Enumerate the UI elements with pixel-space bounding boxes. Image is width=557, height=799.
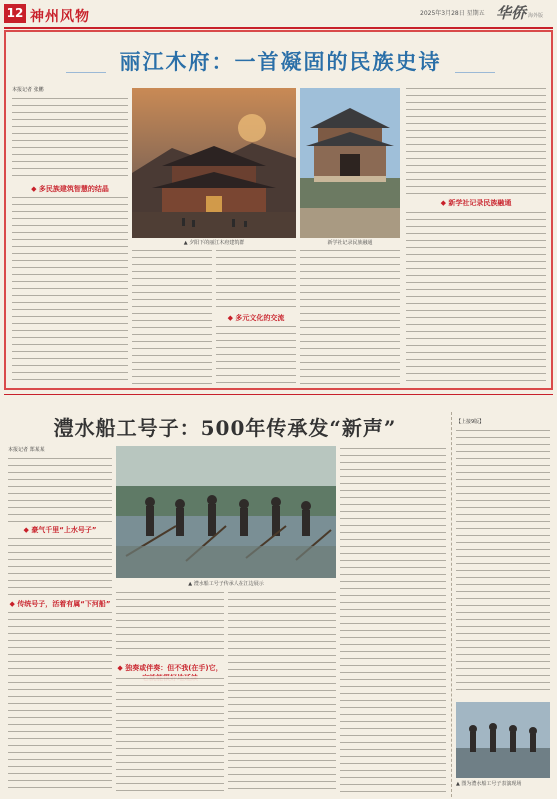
article2-photo-caption: ▲ 澧水船工号子传承人在江边展示 xyxy=(188,581,264,587)
article2-body-col1c xyxy=(8,610,112,792)
column-name: 神州风物 xyxy=(30,9,90,25)
page-header xyxy=(0,0,557,26)
continuation-body xyxy=(456,428,550,696)
continuation-photo xyxy=(456,702,550,778)
article2-body-col4 xyxy=(340,446,446,792)
article2-headline: 澧水船工号子：500年传承发“新声” xyxy=(53,416,397,440)
article1-headline: 丽江木府：一首凝固的民族史诗 xyxy=(119,49,442,74)
article1-subhead-1: ◆ 多民族建筑智慧的结晶 xyxy=(12,184,128,194)
newspaper-logo: 华侨 xyxy=(496,4,527,22)
issue-date: 2025年3月28日 星期五 xyxy=(420,10,485,17)
article2-body-col1a xyxy=(8,456,112,522)
article1-byline: 本报记者 张鹏 xyxy=(12,87,44,93)
article2-body-col3 xyxy=(228,590,336,792)
article1-body-col1a xyxy=(12,96,128,182)
page-number: 12 xyxy=(4,4,26,23)
edition-label: 海外版 xyxy=(528,13,544,19)
article1-body-col3a xyxy=(216,248,296,310)
article2-subhead-2: ◆ 传统号子，活着有属“下河船” xyxy=(8,599,112,609)
article1-photo-gate xyxy=(300,88,400,238)
article1-body-col2 xyxy=(132,248,212,385)
article-lijiang-mufu xyxy=(4,30,553,390)
article1-photo1-caption: ▲ 夕阳下的丽江木府建筑群 xyxy=(183,240,245,246)
article1-body-col1b xyxy=(12,195,128,385)
article1-photo-mufu xyxy=(132,88,296,238)
article1-body-col5b xyxy=(406,210,546,385)
article2-body-col2a xyxy=(116,590,224,660)
right-continuation-column xyxy=(451,412,553,797)
article2-subhead-3: ◆ 独奏或伴奏：但不我(在手)它， xyxy=(116,663,224,683)
continuation-photo-caption: ▲ 图为澧水船工号子表演现场 xyxy=(456,781,522,787)
section-separator xyxy=(4,394,553,395)
article2-photo-boatmen xyxy=(116,446,336,578)
article1-subhead-2: ◆ 新学社记录民族融通 xyxy=(406,198,546,208)
article1-subhead-3: ◆ 多元文化的交流 xyxy=(216,313,296,323)
article2-subhead-1: ◆ 豪气千里“上水号子” xyxy=(8,525,112,535)
header-rule xyxy=(4,27,553,29)
article1-photo2-caption: 新学社记录民族融通 xyxy=(327,240,373,246)
article2-body-col1b xyxy=(8,536,112,596)
continuation-tag: 【上接9版】 xyxy=(456,419,485,425)
article2-body-col2b xyxy=(116,676,224,792)
article1-body-col3b xyxy=(216,324,296,385)
article2-byline: 本报记者 郑某某 xyxy=(8,447,45,453)
article1-body-col5a xyxy=(406,86,546,196)
article1-body-col4 xyxy=(300,248,400,385)
